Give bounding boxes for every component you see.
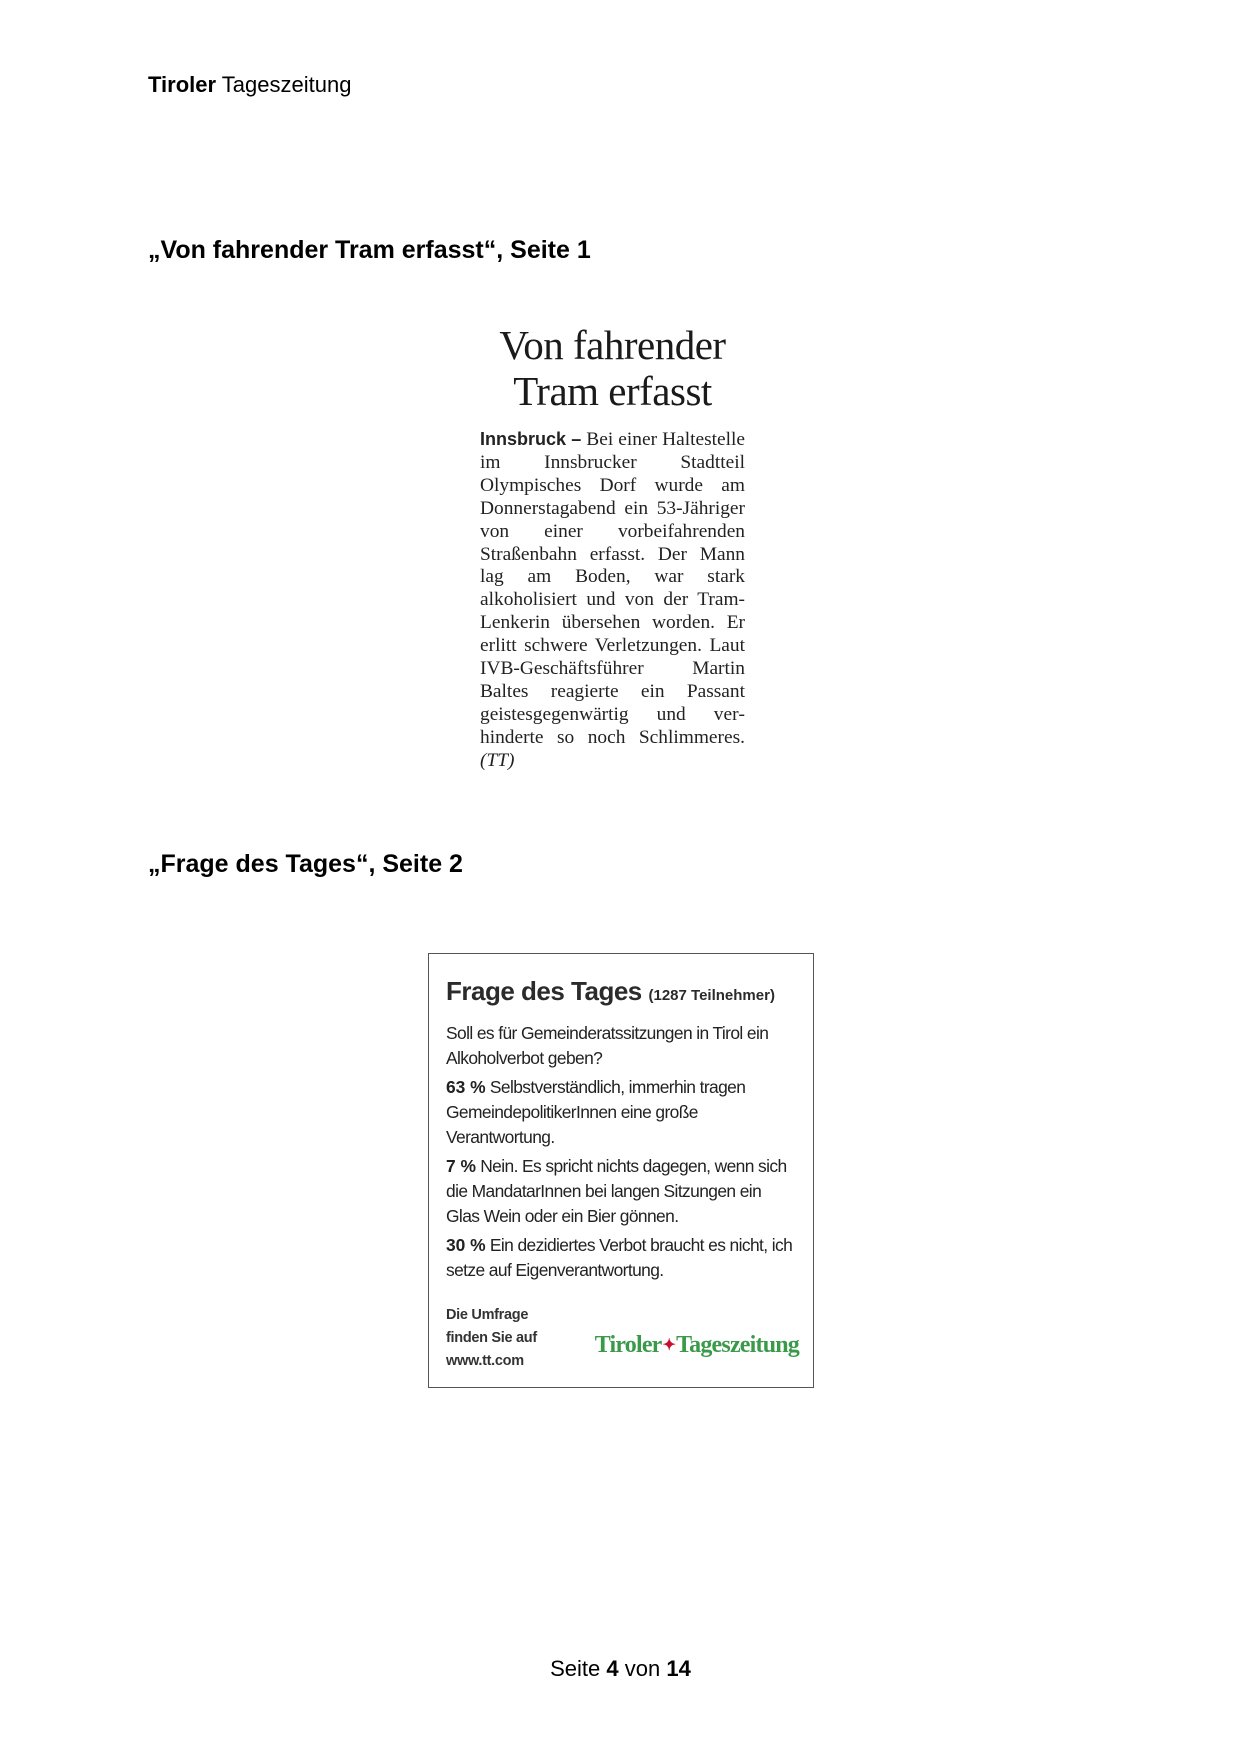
section-heading-poll: „Frage des Tages“, Seite 2 [148, 850, 463, 878]
document-header [148, 72, 351, 98]
article-source: (TT) [480, 749, 515, 771]
eagle-icon: ✦ [662, 1337, 676, 1354]
article-text: Bei einer Haltestelle im Innsbrucker Stadtteil Olympisches Dorf wurde am Donnerstagabend ein 53-Jähriger von einer vorbeifahrenden Straßenbahn erfasst. Der Mann lag am Boden, war stark alkoholisiert und von der Tram-Lenkerin übersehen worden. Er erlitt schwere Verletzungen. Laut IVB-Geschäftsführer Martin Baltes reagierte ein Passant geistesgegenwärtig und verhinderte so noch Schlimmeres. [480, 429, 745, 748]
poll-question: Soll es für Gemeinderatssitzungen in Tirol ein Alkoholverbot geben? [446, 1023, 769, 1068]
poll-clipping [428, 953, 814, 1388]
poll-answer [446, 1154, 797, 1229]
article-title-line1: Von fahrender [499, 322, 726, 368]
page-footer [0, 1656, 1241, 1682]
poll-participants: (1287 Teilnehmer) [648, 987, 775, 1004]
article-title-line2: Tram erfasst [513, 368, 712, 414]
poll-answer-text: Ein dezidiertes Verbot braucht es nicht, ich setze auf Eigenverantwortung. [446, 1235, 793, 1280]
poll-answer-text: Nein. Es spricht nichts dagegen, wenn sich die MandatarInnen bei langen Sitzungen ein Glas Wein oder ein Bier gönnen. [446, 1156, 787, 1226]
article-body [480, 428, 745, 773]
poll-answer-percent: 30 % [446, 1235, 486, 1255]
poll-title-text: Frage des Tages [446, 976, 642, 1006]
poll-answer-percent: 63 % [446, 1077, 486, 1097]
header-brand-bold: Tiroler [148, 72, 217, 97]
poll-footer-line1: Die Umfrage [446, 1307, 529, 1323]
article-title [480, 322, 745, 414]
poll-answer [446, 1233, 797, 1283]
header-brand-regular: Tageszeitung [221, 72, 352, 97]
page-footer-middle: von [624, 1656, 661, 1681]
poll-answer [446, 1075, 797, 1150]
poll-footer [446, 1304, 537, 1373]
logo-right-text: Tageszeitung [676, 1332, 799, 1358]
tiroler-tageszeitung-logo [595, 1332, 799, 1359]
logo-left-text: Tiroler [594, 1332, 662, 1358]
poll-footer-line2: finden Sie auf [446, 1330, 537, 1346]
article-location: Innsbruck – [480, 429, 582, 449]
poll-answer-percent: 7 % [446, 1156, 476, 1176]
article-clipping [480, 322, 745, 773]
page-footer-prefix: Seite [550, 1656, 601, 1681]
section-heading-tram: „Von fahrender Tram erfasst“, Seite 1 [148, 236, 591, 264]
poll-answer-text: Selbstverständlich, immerhin tragen GemeindepolitikerInnen eine große Verantwortung. [446, 1077, 746, 1147]
page-number-total: 14 [666, 1656, 691, 1681]
page-number-current: 4 [606, 1656, 619, 1681]
poll-title [446, 976, 797, 1007]
poll-footer-url: www.tt.com [446, 1353, 524, 1369]
